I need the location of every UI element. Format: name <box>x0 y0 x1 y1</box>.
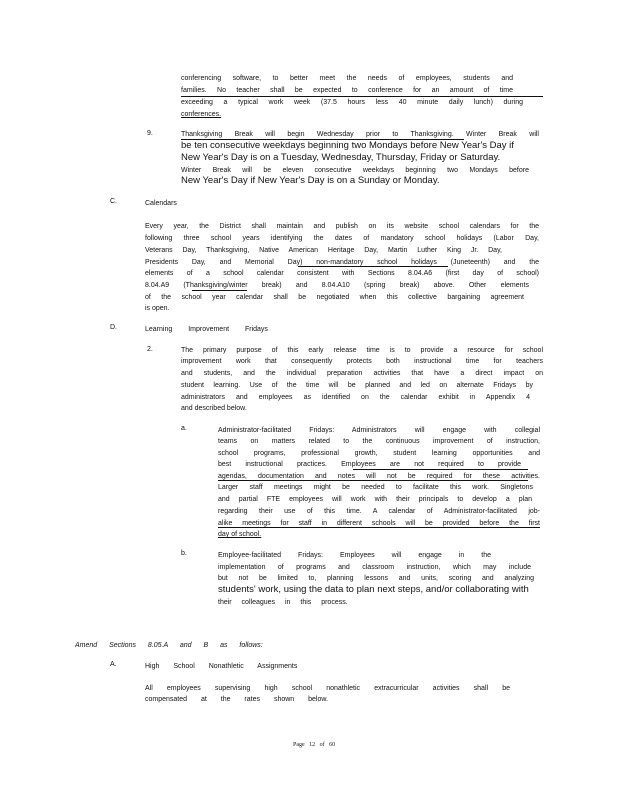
paragraph-line: New Year's Day is on a Tuesday, Wednesday, Thursday, Friday or Saturday. <box>181 152 501 163</box>
paragraph-line: administrators and employees as identified on the calendar exhibit in Appendix 4 <box>181 394 530 401</box>
section-title: Calendars <box>145 200 177 207</box>
paragraph-line: improvement work that consequently protects both instructional time for teachers <box>181 358 543 365</box>
paragraph-line: and described below. <box>181 405 247 412</box>
paragraph-line: alike meetings for staff in different schools will be provided before the first <box>218 520 540 527</box>
paragraph-line: The primary purpose of this early release time is to provide a resource for school <box>181 347 543 354</box>
paragraph-line: teams on matters related to the continuous improvement of instruction, <box>218 438 540 445</box>
paragraph-line: Thanksgiving Break will begin Wednesday prior to Thanksgiving. Winter Break will <box>181 131 539 138</box>
paragraph-line: school programs, professional growth, student learning opportunities and <box>218 450 540 457</box>
paragraph-line: regarding their use of this time. A calendar of Administrator-facilitated job- <box>218 508 540 515</box>
amend-instruction: Amend Sections 8.05.A and B as follows: <box>75 642 263 649</box>
section-letter: D. <box>110 324 117 331</box>
list-number: 2. <box>147 346 153 353</box>
section-letter: C. <box>110 198 117 205</box>
underline <box>192 290 247 291</box>
section-letter: A. <box>110 661 117 668</box>
paragraph-line: All employees supervising high school nonathletic extracurricular activities shall be <box>145 685 510 692</box>
paragraph-line: Employee-facilitated Fridays: Employees will engage in the <box>218 552 491 559</box>
paragraph-line: Winter Break will be eleven consecutive weekdays beginning two Mondays before <box>181 167 529 174</box>
paragraph-line: New Year's Day if New Year's Day is on a Sunday or Monday. <box>181 175 440 186</box>
paragraph-line: families. No teacher shall be expected to conference for an amount of time <box>181 87 513 94</box>
paragraph-line: Larger staff meetings might be needed to facilitate this work. Singletons <box>218 484 533 491</box>
section-title: High School Nonathletic Assignments <box>145 663 298 670</box>
underline <box>298 266 448 267</box>
paragraph-line: but not be limited to, planning lessons and units, scoring and analyzing <box>218 575 534 582</box>
paragraph-line: compensated at the rates shown below. <box>145 696 328 703</box>
underline <box>353 469 528 470</box>
paragraph-line: Administrator-facilitated Fridays: Administrators will engage with collegial <box>218 427 540 434</box>
paragraph-line: conferences. <box>181 111 222 118</box>
paragraph-line: and students, and the individual preparation activities that have a direct impact on <box>181 370 543 377</box>
paragraph-line: of the school year calendar shall be negotiated when this collective bargaining agreement <box>145 294 524 301</box>
paragraph-line: student learning. Use of the time will be planned and led on alternate Fridays by <box>181 382 533 389</box>
list-number: 9. <box>147 130 153 137</box>
paragraph-line: conferencing software, to better meet the needs of employees, students and <box>181 75 513 82</box>
paragraph-line: 8.04.A9 (Thanksgiving/winter break) and 8.04.A10 (spring break) above. Other elements <box>145 282 529 289</box>
paragraph-line: implementation of programs and classroom instruction, which may include <box>218 564 531 571</box>
paragraph-line: Presidents Day, and Memorial Day) non-mandatory school holidays (Juneteenth) and the <box>145 259 539 266</box>
list-letter: b. <box>181 550 187 557</box>
paragraph-line: following three school years identifying the dates of mandatory school holidays (Labor Day, <box>145 235 539 242</box>
paragraph-line: exceeding a typical work week (37.5 hours less 40 minute daily lunch) during <box>181 99 523 106</box>
paragraph-line: best instructional practices. Employees are not required to provide <box>218 461 521 468</box>
paragraph-line: students' work, using the data to plan next steps, and/or collaborating with <box>218 584 529 595</box>
underline <box>218 527 540 528</box>
paragraph-line: Every year, the District shall maintain and publish on its website school calendars for the <box>145 223 539 230</box>
paragraph-line: and partial FTE employees will work with their principals to develop a plan <box>218 496 532 503</box>
paragraph-line: agendas, documentation and notes will not be required for these activities. <box>218 473 540 480</box>
paragraph-line: day of school. <box>218 531 262 538</box>
paragraph-line: elements of a school calendar consistent with Sections 8.04.A6 (first day of school) <box>145 270 539 277</box>
list-letter: a. <box>181 425 187 432</box>
page-number: Page 12 of 60 <box>293 742 336 748</box>
paragraph-line: is open. <box>145 305 170 312</box>
paragraph-line: their colleagues in this process. <box>218 599 348 606</box>
paragraph-line: Veterans Day, Thanksgiving, Native American Heritage Day, Martin Luther King Jr. Day, <box>145 247 502 254</box>
paragraph-line: be ten consecutive weekdays beginning two Mondays before New Year's Day if <box>181 140 514 151</box>
section-title: Learning Improvement Fridays <box>145 326 268 333</box>
underline <box>218 480 528 481</box>
